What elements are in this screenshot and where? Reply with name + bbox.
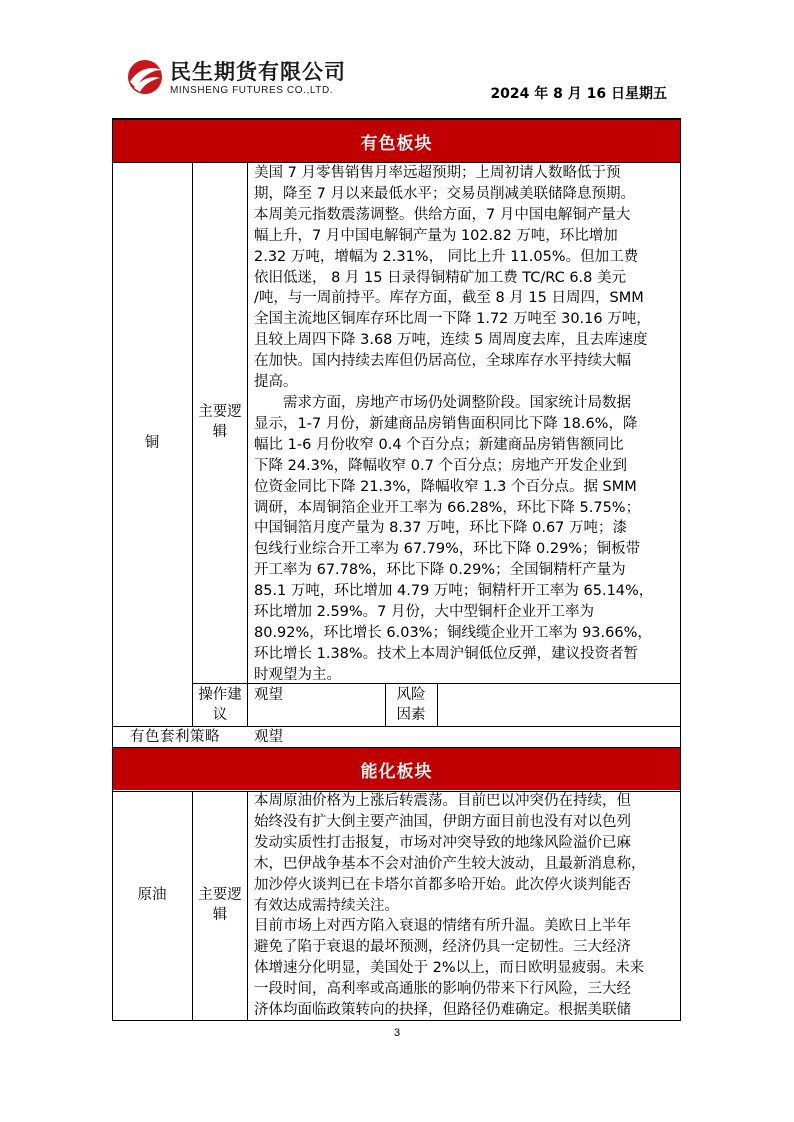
section-title: 能化板块 [360,761,433,782]
minsheng-logo-icon [126,58,164,96]
copper-logic-text: 美国 7 月零售销售月率远超预期；上周初请人数略低于预 期，降至 7 月以来最低水平；交易员削减美联储降息预期。 本周美元指数震荡调整。供给方面，7 月中国电解铜产量大 幅上升，7 月中国电解铜产量为 102.82 万吨，环比增加 2.32 万吨，增幅为 2.31%， 同比上升 11.05%。但加工费 依旧低迷， 8 月 15 日录得铜精矿加工费 TC/RC 6.8 美元 /吨，与一周前持平。库存方面，截至 8 月 15 日周四，SMM 全国主流地区铜库存环比周一下降 1.72 万吨至 30.16 万吨， 且较上周四下降 3.68 万吨，连续 5 周周度去库，且去库速度 在加快。国内持续去库但仍居高位，全球库存水平持续大幅 提高。 需求方面，房地产市场仍处调整阶段。国家统计局数据 显示，1-7 月份，新建商品房销售面积同比下降 18.6%，降 幅比 1-6 月份收窄 0.4 个百分点；新建商品房销售额同比 下降 24.3%，降幅收窄 0.7 个百分点；房地产开发企业到 位资金同比下降 21.3%，降幅收窄 1.3 个百分点。据 SMM 调研，本周铜箔企业开工率为 66.28%，环比下降 5.75%； 中国铜箔月度产量为 8.37 万吨，环比下降 0.67 万吨；漆 包线行业综合开工率为 67.79%，环比下降 0.29%；铜板带 开工率为 67.78%，环比下降 0.29%；全国铜精杆产量为 85.1 万吨，环比增加 4.79 万吨；铜精杆开工率为 65.14%， 环比增加 2.59%。7 月份，大中型铜杆企业开工率为 80.92%，环比增长 6.03%；铜线缆企业开工率为 93.66%， 环比增长 1.38%。技术上本周沪铜低位反弹，建议投资者暂 时观望为主。 [254,165,654,683]
operation-value: 观望 [254,687,283,703]
company-name-cn: 民生期货有限公司 [170,60,346,84]
logic-label: 主要逻辑 [198,404,242,440]
section-title: 有色板块 [360,133,433,154]
operation-label: 操作建议 [198,687,242,723]
company-name-en: MINSHENG FUTURES CO.,LTD. [170,85,334,96]
company-logo [126,56,366,100]
logic-label: 主要逻辑 [198,887,242,923]
risk-label: 风险因素 [396,687,426,723]
report-date: 2024 年 8 月 16 日星期五 [490,86,667,102]
item-label-crude-oil: 原油 [137,887,167,903]
arbitrage-value: 观望 [254,729,283,745]
arbitrage-label: 有色套利策略 [130,729,220,745]
page-number: 3 [393,1027,401,1039]
section-banner-nonferrous [113,120,680,162]
item-label-copper: 铜 [144,435,160,451]
crude-oil-logic-text: 本周原油价格为上涨后转震荡。目前巴以冲突仍在持续，但 始终没有扩大倒主要产油国，伊朗方面目前也没有对以色列 发动实质性打击报复，市场对冲突导致的地缘风险溢价已麻 木，巴伊战争基本不会对油价产生较大波动，且最新消息称， 加沙停火谈判已在卡塔尔首都多哈开始。此次停火谈判能否 有效达成需持续关注。 目前市场上对西方陷入衰退的情绪有所升温。美欧日上半年 避免了陷于衰退的最坏预测，经济仍具一定韧性。三大经济 体增速分化明显，美国处于 2%以上，而日欧明显疲弱。未来 一段时间，高利率或高通胀的影响仍带来下行风险，三大经 济体均面临政策转向的抉择，但路径仍难确定。根据美联储 [254,793,646,1019]
section-banner-energy-chemical [113,748,680,790]
